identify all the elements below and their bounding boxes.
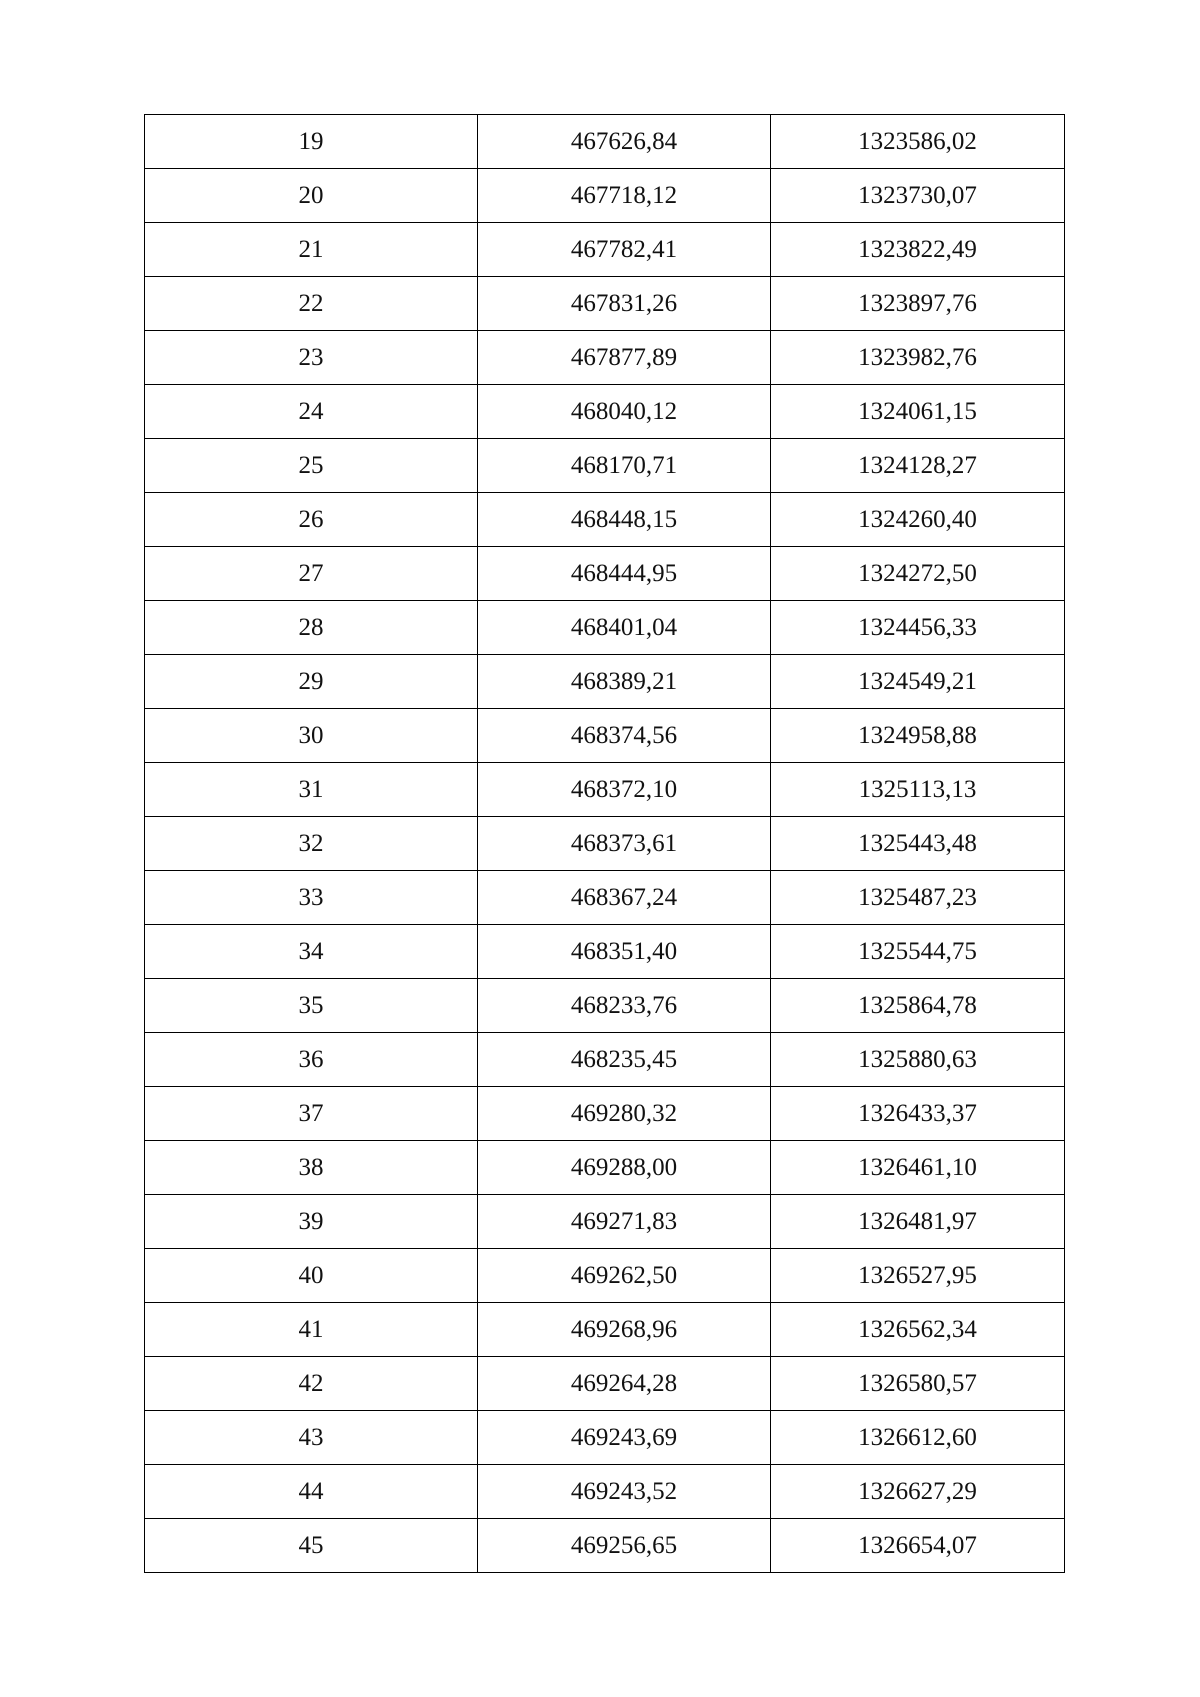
y-coordinate-cell: 1325864,78 <box>771 979 1065 1033</box>
point-number-cell: 20 <box>145 169 478 223</box>
y-coordinate-cell: 1326654,07 <box>771 1519 1065 1573</box>
point-number-cell: 27 <box>145 547 478 601</box>
table-row <box>145 871 1065 925</box>
y-coordinate-cell: 1326433,37 <box>771 1087 1065 1141</box>
x-coordinate-cell: 469264,28 <box>478 1357 771 1411</box>
x-coordinate-cell: 468351,40 <box>478 925 771 979</box>
point-number-cell: 28 <box>145 601 478 655</box>
table-row <box>145 655 1065 709</box>
point-number-cell: 22 <box>145 277 478 331</box>
table-row <box>145 493 1065 547</box>
point-number-cell: 21 <box>145 223 478 277</box>
y-coordinate-cell: 1324549,21 <box>771 655 1065 709</box>
point-number-cell: 44 <box>145 1465 478 1519</box>
point-number-cell: 33 <box>145 871 478 925</box>
y-coordinate-cell: 1323586,02 <box>771 115 1065 169</box>
y-coordinate-cell: 1326580,57 <box>771 1357 1065 1411</box>
point-number-cell: 37 <box>145 1087 478 1141</box>
x-coordinate-cell: 469256,65 <box>478 1519 771 1573</box>
x-coordinate-cell: 468372,10 <box>478 763 771 817</box>
x-coordinate-cell: 469288,00 <box>478 1141 771 1195</box>
y-coordinate-cell: 1326527,95 <box>771 1249 1065 1303</box>
table-row <box>145 439 1065 493</box>
y-coordinate-cell: 1326627,29 <box>771 1465 1065 1519</box>
table-row <box>145 1033 1065 1087</box>
y-coordinate-cell: 1324061,15 <box>771 385 1065 439</box>
y-coordinate-cell: 1323730,07 <box>771 169 1065 223</box>
table-row <box>145 331 1065 385</box>
x-coordinate-cell: 467718,12 <box>478 169 771 223</box>
y-coordinate-cell: 1325880,63 <box>771 1033 1065 1087</box>
coordinates-table <box>144 114 1065 1573</box>
table-row <box>145 763 1065 817</box>
table-row <box>145 601 1065 655</box>
point-number-cell: 19 <box>145 115 478 169</box>
x-coordinate-cell: 468444,95 <box>478 547 771 601</box>
point-number-cell: 23 <box>145 331 478 385</box>
point-number-cell: 25 <box>145 439 478 493</box>
x-coordinate-cell: 467831,26 <box>478 277 771 331</box>
table-row <box>145 1357 1065 1411</box>
y-coordinate-cell: 1323897,76 <box>771 277 1065 331</box>
y-coordinate-cell: 1325487,23 <box>771 871 1065 925</box>
y-coordinate-cell: 1325544,75 <box>771 925 1065 979</box>
y-coordinate-cell: 1325443,48 <box>771 817 1065 871</box>
point-number-cell: 30 <box>145 709 478 763</box>
y-coordinate-cell: 1323982,76 <box>771 331 1065 385</box>
y-coordinate-cell: 1326562,34 <box>771 1303 1065 1357</box>
x-coordinate-cell: 469280,32 <box>478 1087 771 1141</box>
y-coordinate-cell: 1323822,49 <box>771 223 1065 277</box>
x-coordinate-cell: 468374,56 <box>478 709 771 763</box>
point-number-cell: 29 <box>145 655 478 709</box>
x-coordinate-cell: 469262,50 <box>478 1249 771 1303</box>
y-coordinate-cell: 1324272,50 <box>771 547 1065 601</box>
point-number-cell: 26 <box>145 493 478 547</box>
point-number-cell: 38 <box>145 1141 478 1195</box>
table-row <box>145 1249 1065 1303</box>
point-number-cell: 34 <box>145 925 478 979</box>
x-coordinate-cell: 468233,76 <box>478 979 771 1033</box>
point-number-cell: 45 <box>145 1519 478 1573</box>
table-row <box>145 115 1065 169</box>
x-coordinate-cell: 469268,96 <box>478 1303 771 1357</box>
x-coordinate-cell: 468170,71 <box>478 439 771 493</box>
table-row <box>145 1087 1065 1141</box>
y-coordinate-cell: 1324128,27 <box>771 439 1065 493</box>
coordinates-table-body <box>145 115 1065 1573</box>
x-coordinate-cell: 468373,61 <box>478 817 771 871</box>
x-coordinate-cell: 468389,21 <box>478 655 771 709</box>
point-number-cell: 31 <box>145 763 478 817</box>
y-coordinate-cell: 1324456,33 <box>771 601 1065 655</box>
table-row <box>145 925 1065 979</box>
point-number-cell: 39 <box>145 1195 478 1249</box>
table-row <box>145 547 1065 601</box>
table-row <box>145 277 1065 331</box>
y-coordinate-cell: 1326481,97 <box>771 1195 1065 1249</box>
point-number-cell: 24 <box>145 385 478 439</box>
point-number-cell: 32 <box>145 817 478 871</box>
x-coordinate-cell: 469271,83 <box>478 1195 771 1249</box>
table-row <box>145 223 1065 277</box>
table-row <box>145 1411 1065 1465</box>
y-coordinate-cell: 1324958,88 <box>771 709 1065 763</box>
x-coordinate-cell: 469243,52 <box>478 1465 771 1519</box>
y-coordinate-cell: 1326461,10 <box>771 1141 1065 1195</box>
point-number-cell: 43 <box>145 1411 478 1465</box>
x-coordinate-cell: 468367,24 <box>478 871 771 925</box>
point-number-cell: 40 <box>145 1249 478 1303</box>
x-coordinate-cell: 467782,41 <box>478 223 771 277</box>
x-coordinate-cell: 468401,04 <box>478 601 771 655</box>
table-row <box>145 1519 1065 1573</box>
point-number-cell: 41 <box>145 1303 478 1357</box>
x-coordinate-cell: 468040,12 <box>478 385 771 439</box>
x-coordinate-cell: 467877,89 <box>478 331 771 385</box>
y-coordinate-cell: 1325113,13 <box>771 763 1065 817</box>
y-coordinate-cell: 1324260,40 <box>771 493 1065 547</box>
table-row <box>145 1303 1065 1357</box>
x-coordinate-cell: 468235,45 <box>478 1033 771 1087</box>
table-row <box>145 1141 1065 1195</box>
point-number-cell: 36 <box>145 1033 478 1087</box>
table-row <box>145 1195 1065 1249</box>
table-row <box>145 169 1065 223</box>
table-row <box>145 1465 1065 1519</box>
table-row <box>145 709 1065 763</box>
x-coordinate-cell: 467626,84 <box>478 115 771 169</box>
y-coordinate-cell: 1326612,60 <box>771 1411 1065 1465</box>
point-number-cell: 42 <box>145 1357 478 1411</box>
point-number-cell: 35 <box>145 979 478 1033</box>
x-coordinate-cell: 469243,69 <box>478 1411 771 1465</box>
table-row <box>145 817 1065 871</box>
table-row <box>145 979 1065 1033</box>
x-coordinate-cell: 468448,15 <box>478 493 771 547</box>
table-row <box>145 385 1065 439</box>
